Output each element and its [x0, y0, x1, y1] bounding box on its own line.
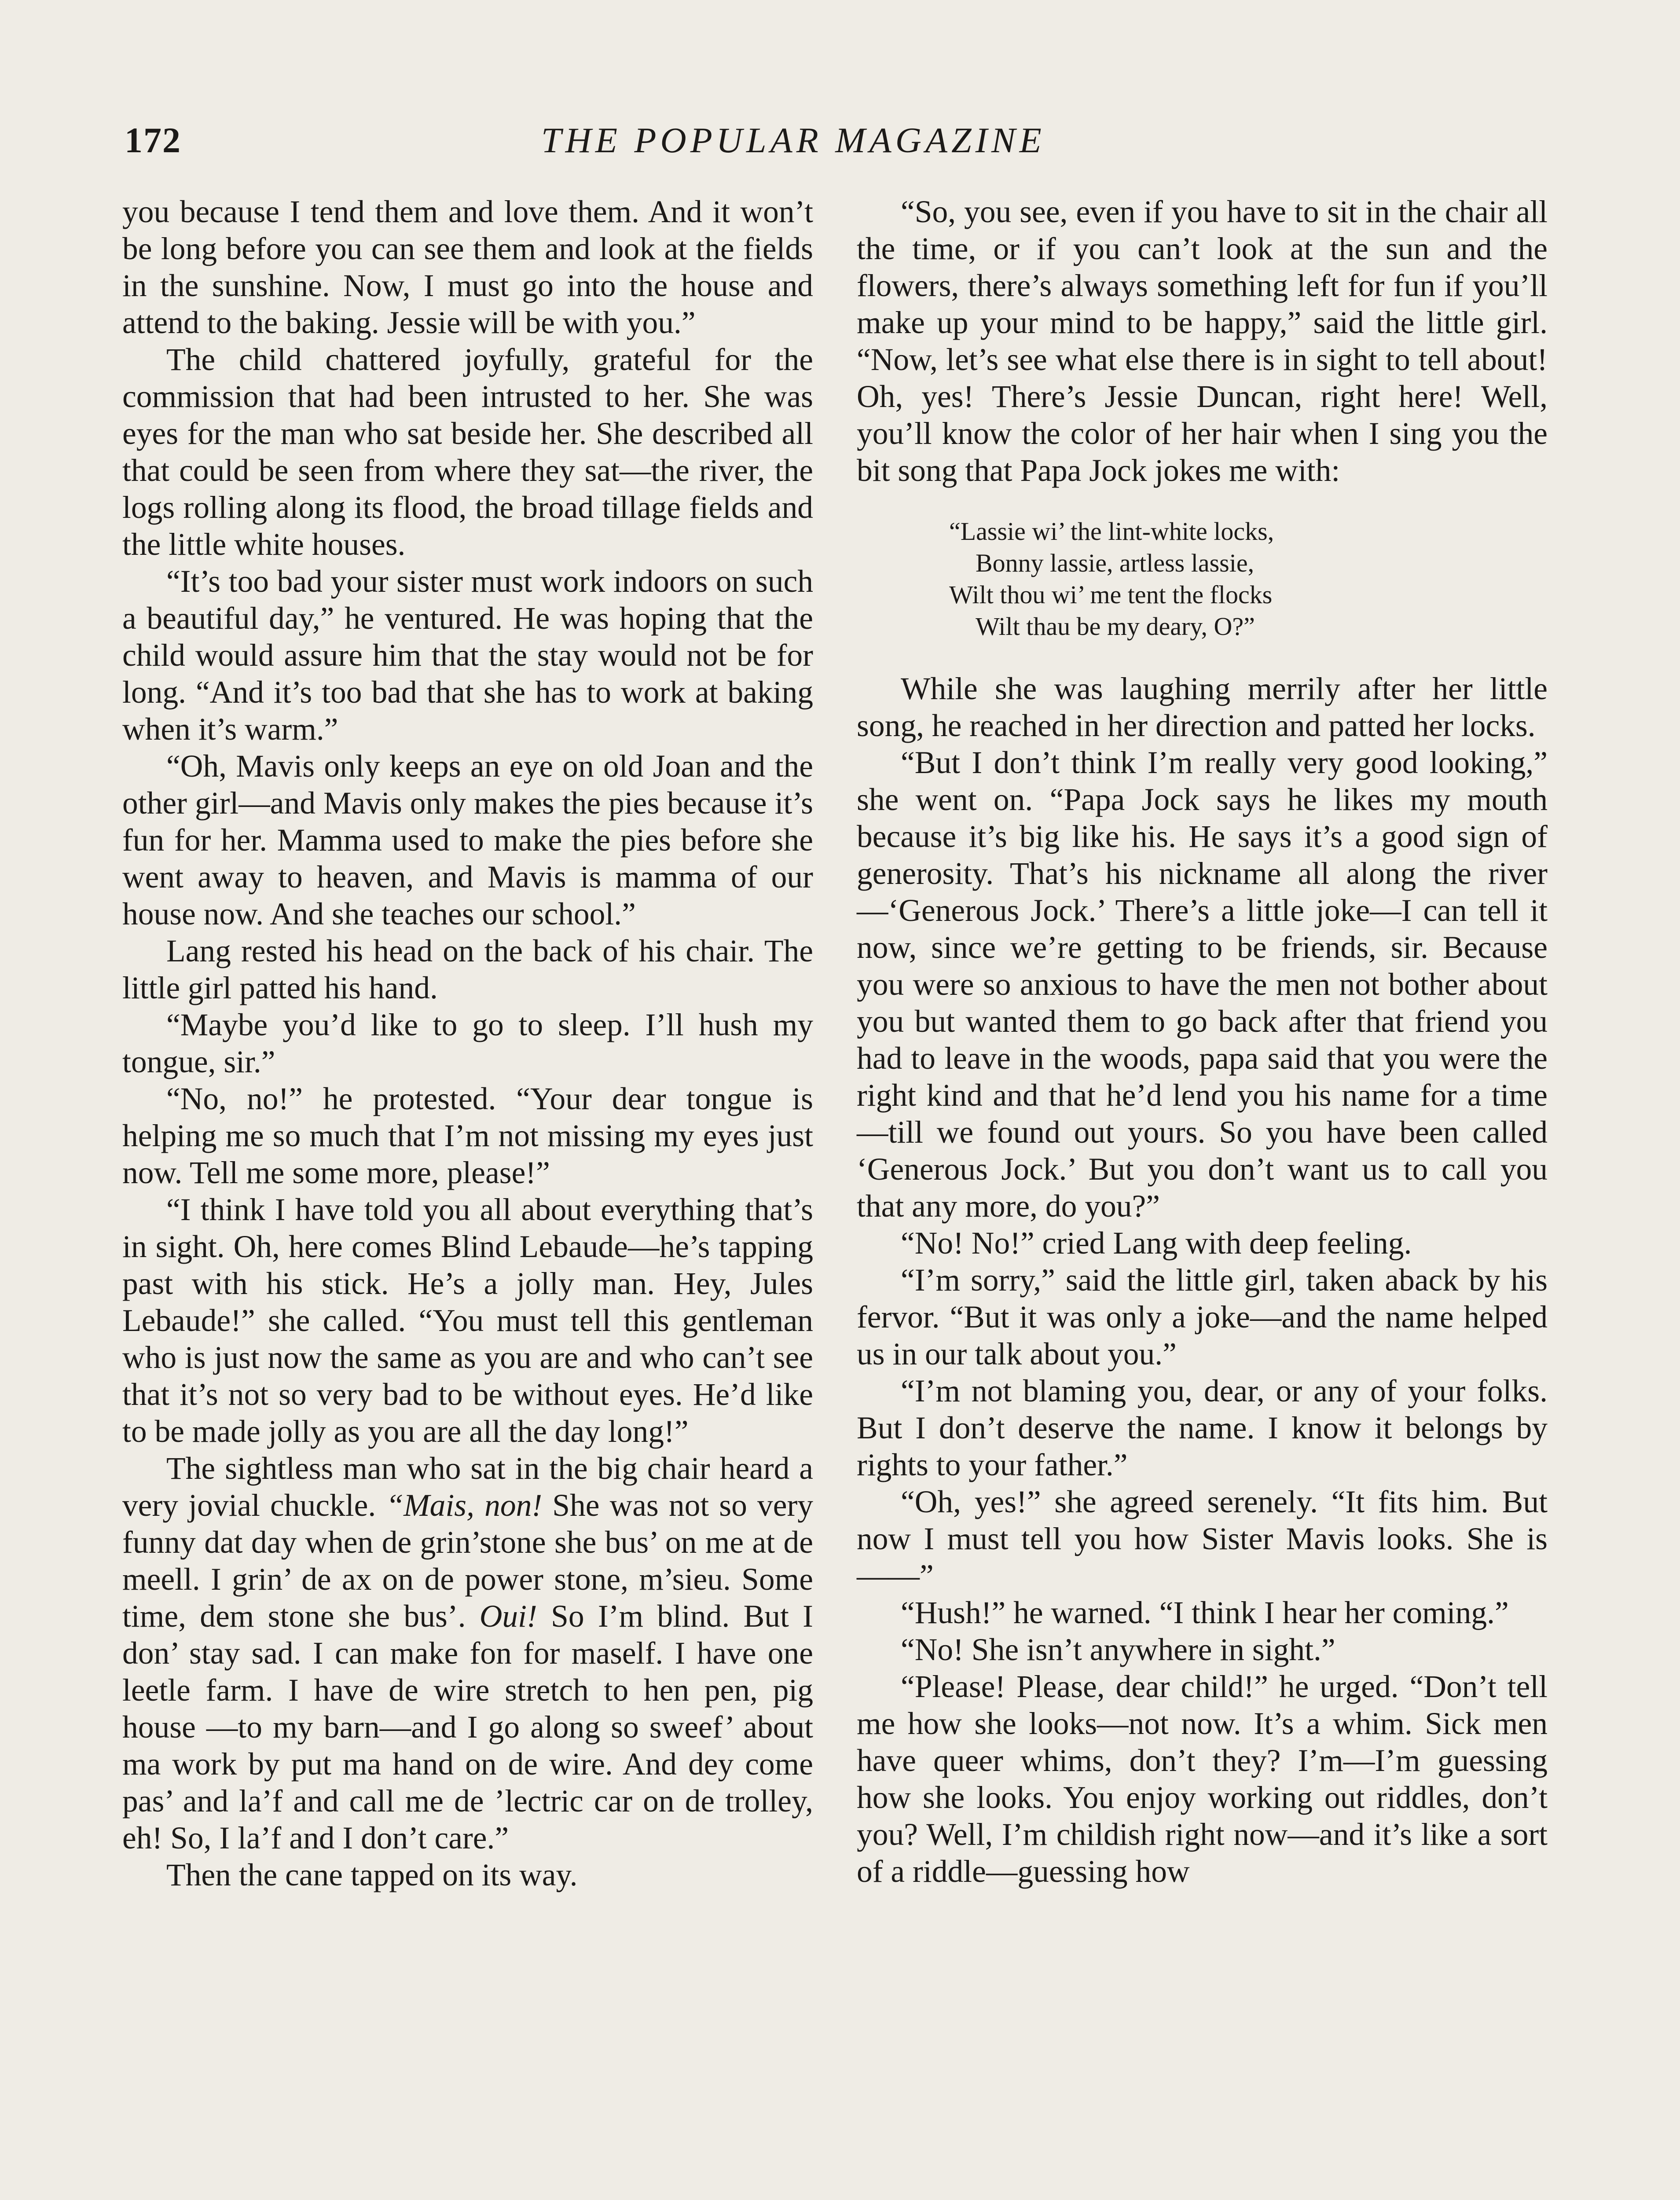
paragraph: “But I don’t think I’m really very good looking,” she went on. “Papa Jock says he likes my mouth because it’s big like his. He says it’s a good sign of generosity. That’s his nickname all along the river—‘Generous Jock.’ There’s a little joke—I can tell it now, since we’re getting to be friends, sir. Because you were so anxious to have the men not bother about you but wanted them to go back after that friend you had to leave in the woods, papa said that you were the right kind and that he’d lend you his name for a time—till we found out yours. So you have been called ‘Generous Jock.’ But you don’t want us to call you that any more, do you?”	[857, 745, 1548, 1224]
paragraph-with-dialect	[122, 1450, 813, 1857]
paragraph: “No! No!” cried Lang with deep feeling.	[901, 1226, 1412, 1261]
paragraph: “Please! Please, dear child!” he urged. “Don’t tell me how she looks—not now. It’s a whim. Sick men have queer whims, don’t they? I’m—I’m guessing how she looks. You enjoy working out riddles, don’t you? Well, I’m childish right now—and it’s like a sort of a riddle—guessing how	[857, 1669, 1548, 1889]
verse-line: Wilt thou wi’ me tent the flocks	[949, 580, 1273, 609]
left-column	[122, 194, 813, 1894]
paragraph: The child chattered joyfully, grateful for the commission that had been intrusted to her. She was eyes for the man who sat beside her. She described all that could be seen from where they sat—the river, the logs rolling along its flood, the broad tillage fields and the little white houses.	[122, 342, 813, 562]
verse-line: Wilt thau be my deary, O?”	[976, 612, 1255, 641]
verse-line: “Lassie wi’ the lint-white locks,	[949, 517, 1274, 546]
song-verse	[857, 516, 1548, 642]
page-number: 172	[125, 120, 181, 160]
italic-run: Oui!	[479, 1599, 537, 1634]
paragraph: you because I tend them and love them. And it won’t be long before you can see them and look at the fields in the sunshine. Now, I must go into the house and attend to the baking. Jessie will be with you.”	[122, 194, 813, 340]
paragraph: “Hush!” he warned. “I think I hear her coming.”	[901, 1595, 1509, 1630]
text-run: So I’m blind. But I don’ stay sad. I can make fon for maself. I have one leetle farm. I have de wire stretch to hen pen, pig house —to my barn—and I go along so sweef’ about ma work by put ma hand on de wire. And dey come pas’ and la’f and call me de ’lectric car on de trolley, eh! So, I la’f and I don’t care.”	[122, 1599, 813, 1855]
right-column	[857, 194, 1548, 1890]
paragraph: “No! She isn’t anywhere in sight.”	[901, 1632, 1335, 1667]
text-run: She was not so very funny dat day when de grin’stone she bus’ on me at de meell. I grin’ de ax on de power stone, m’sieu. Some time, dem stone she bus’.	[122, 1488, 814, 1634]
paragraph: Then the cane tapped on its way.	[166, 1858, 578, 1892]
paragraph: “It’s too bad your sister must work indoors on such a beautiful day,” he ventured. He was hoping that the child would assure him that the stay would not be for long. “And it’s too bad that she has to work at baking when it’s warm.”	[122, 564, 813, 747]
paragraph: “I think I have told you all about everything that’s in sight. Oh, here comes Blind Lebaude—he’s tapping past with his stick. He’s a jolly man. Hey, Jules Lebaude!” she called. “You must tell this gentleman who is just now the same as you are and who can’t see that it’s not so very bad to be without eyes. He’d like to be made jolly as you are all the day long!”	[122, 1192, 813, 1449]
paragraph: “Maybe you’d like to go to sleep. I’ll hush my tongue, sir.”	[122, 1008, 813, 1079]
text-run: The sightless man who sat in the big chair heard a very jovial chuckle.	[122, 1451, 813, 1523]
paragraph: “Oh, Mavis only keeps an eye on old Joan and the other girl—and Mavis only makes the pies because it’s fun for her. Mamma used to make the pies before she went away to heaven, and Mavis is mamma of our house now. And she teaches our school.”	[122, 749, 813, 931]
running-head: THE POPULAR MAGAZINE	[541, 120, 1045, 160]
paragraph: “No, no!” he protested. “Your dear tongue is helping me so much that I’m not missing my eyes just now. Tell me some more, please!”	[122, 1082, 813, 1190]
paragraph: While she was laughing merrily after her little song, he reached in her direction and patted her locks.	[857, 671, 1548, 743]
paragraph: “Oh, yes!” she agreed serenely. “It fits him. But now I must tell you how Sister Mavis looks. She is——”	[857, 1485, 1548, 1593]
paragraph: “I’m sorry,” said the little girl, taken aback by his fervor. “But it was only a joke—and the name helped us in our talk about you.”	[857, 1263, 1548, 1371]
paragraph: “So, you see, even if you have to sit in the chair all the time, or if you can’t look at the sun and the flowers, there’s always something left for fun if you’ll make up your mind to be happy,” said the little girl. “Now, let’s see what else there is in sight to tell about! Oh, yes! There’s Jessie Duncan, right here! Well, you’ll know the color of her hair when I sing you the bit song that Papa Jock jokes me with:	[857, 194, 1548, 488]
italic-run: “Mais, non!	[386, 1488, 543, 1523]
paragraph: Lang rested his head on the back of his chair. The little girl patted his hand.	[122, 934, 813, 1005]
paragraph: “I’m not blaming you, dear, or any of your folks. But I don’t deserve the name. I know it belongs by rights to your father.”	[857, 1374, 1548, 1482]
verse-line: Bonny lassie, artless lassie,	[976, 549, 1254, 577]
